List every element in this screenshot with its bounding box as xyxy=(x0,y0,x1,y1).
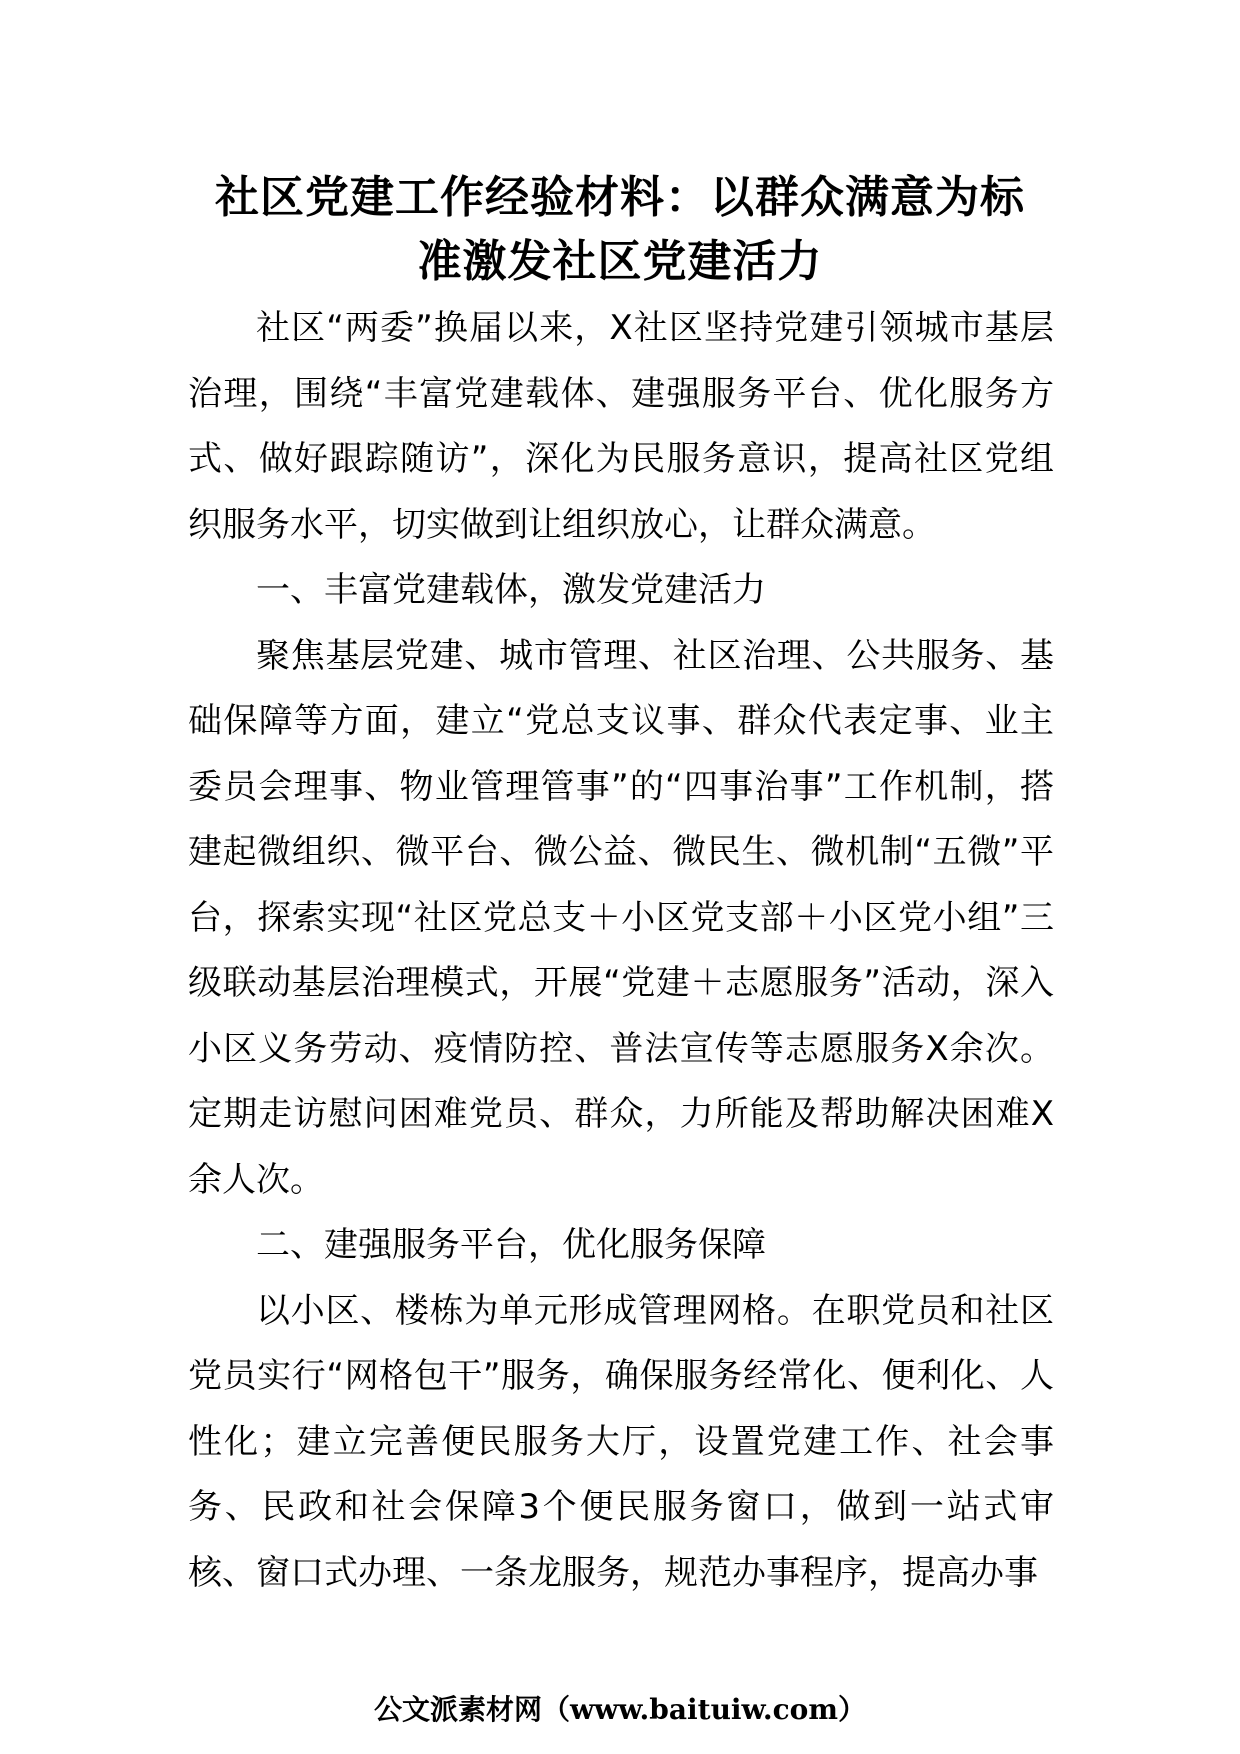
document-title-line-1: 社区党建工作经验材料：以群众满意为标 xyxy=(215,172,1025,223)
section-2-paragraph: 以小区、楼栋为单元形成管理网格。在职党员和社区党员实行“网格包干”服务，确保服务经常化、便利化、人性化；建立完善便民服务大厅，设置党建工作、社会事务、民政和社会保障3个便民服务窗口，做到一站式审核、窗口式办理、一条龙服务，规范办事程序，提高办事 xyxy=(188,1290,1054,1593)
footer-watermark: 公文派素材网（www.baituiw.com） xyxy=(374,1693,866,1726)
section-heading-2: 二、建强服务平台，优化服务保障 xyxy=(256,1225,766,1265)
document-body xyxy=(188,296,1054,1606)
section-heading-1: 一、丰富党建载体，激发党建活力 xyxy=(256,570,766,610)
intro-paragraph: 社区“两委”换届以来，X社区坚持党建引领城市基层治理，围绕“丰富党建载体、建强服务平台、优化服务方式、做好跟踪随访”，深化为民服务意识，提高社区党组织服务水平，切实做到让组织放心，让群众满意。 xyxy=(188,308,1054,545)
section-1-paragraph: 聚焦基层党建、城市管理、社区治理、公共服务、基础保障等方面，建立“党总支议事、群众代表定事、业主委员会理事、物业管理管事”的“四事治事”工作机制，搭建起微组织、微平台、微公益、微民生、微机制“五微”平台，探索实现“社区党总支＋小区党支部＋小区党小组”三级联动基层治理模式，开展“党建＋志愿服务”活动，深入小区义务劳动、疫情防控、普法宣传等志愿服务X余次。定期走访慰问困难党员、群众，力所能及帮助解决困难X余人次。 xyxy=(188,635,1054,1200)
document-title-line-2: 准激发社区党建活力 xyxy=(417,236,823,287)
